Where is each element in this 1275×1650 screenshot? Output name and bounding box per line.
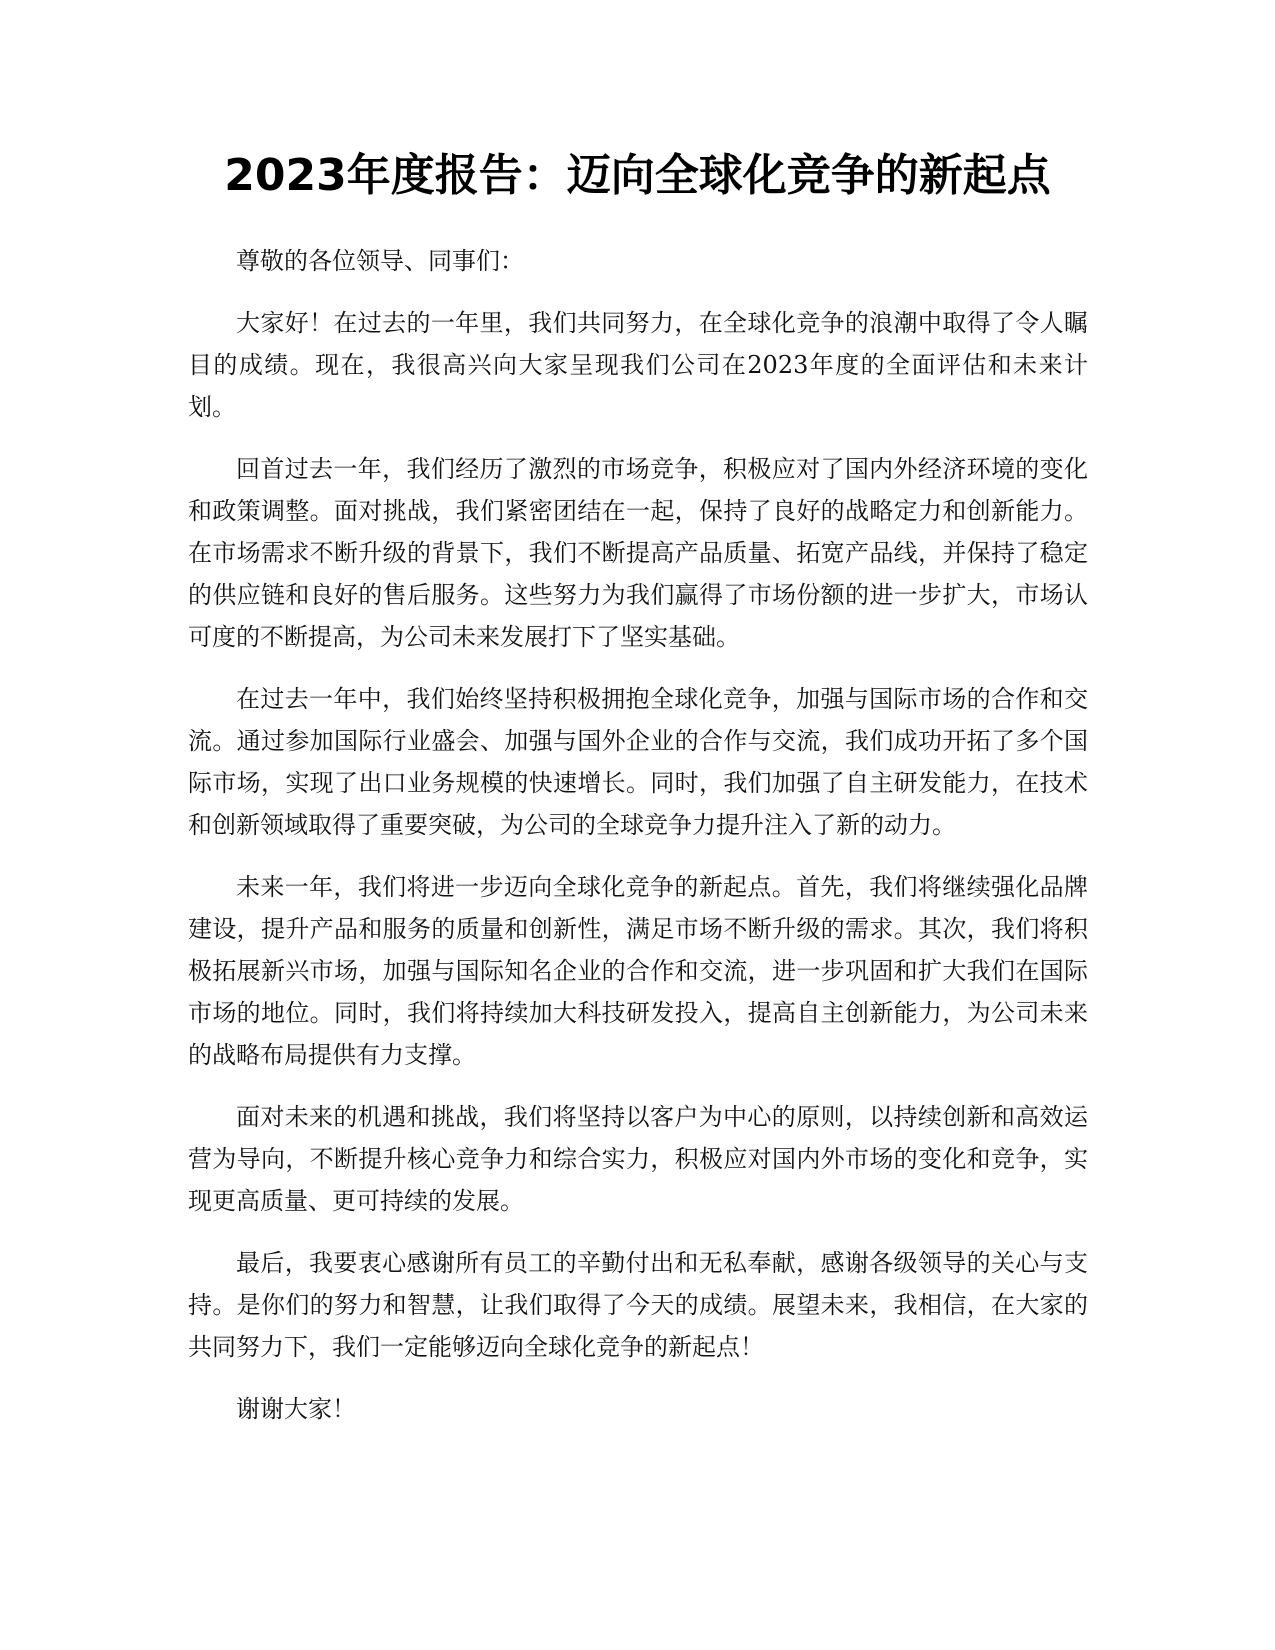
document-title: 2023年度报告：迈向全球化竞争的新起点 [224,150,1051,201]
body-paragraph: 面对未来的机遇和挑战，我们将坚持以客户为中心的原则，以持续创新和高效运营为导向，不断提升核心竞争力和综合实力，积极应对国内外市场的变化和竞争，实现更高质量、更可持续的发展。 [188,1103,1088,1215]
closing-paragraph: 谢谢大家！ [236,1395,356,1423]
body-paragraph: 未来一年，我们将进一步迈向全球化竞争的新起点。首先，我们将继续强化品牌建设，提升产品和服务的质量和创新性，满足市场不断升级的需求。其次，我们将积极拓展新兴市场，加强与国际知名企业的合作和交流，进一步巩固和扩大我们在国际市场的地位。同时，我们将持续加大科技研发投入，提高自主创新能力，为公司未来的战略布局提供有力支撑。 [188,873,1088,1069]
body-paragraph: 最后，我要衷心感谢所有员工的辛勤付出和无私奉献，感谢各级领导的关心与支持。是你们的努力和智慧，让我们取得了今天的成绩。展望未来，我相信，在大家的共同努力下，我们一定能够迈向全球化竞争的新起点！ [188,1249,1088,1361]
body-paragraph: 大家好！在过去的一年里，我们共同努力，在全球化竞争的浪潮中取得了令人瞩目的成绩。现在，我很高兴向大家呈现我们公司在2023年度的全面评估和未来计划。 [188,309,1088,421]
body-paragraph: 在过去一年中，我们始终坚持积极拥抱全球化竞争，加强与国际市场的合作和交流。通过参加国际行业盛会、加强与国外企业的合作与交流，我们成功开拓了多个国际市场，实现了出口业务规模的快速增长。同时，我们加强了自主研发能力，在技术和创新领域取得了重要突破，为公司的全球竞争力提升注入了新的动力。 [188,685,1088,839]
document-body [188,240,1088,1450]
greeting-paragraph: 尊敬的各位领导、同事们： [236,247,524,275]
body-paragraph: 回首过去一年，我们经历了激烈的市场竞争，积极应对了国内外经济环境的变化和政策调整。面对挑战，我们紧密团结在一起，保持了良好的战略定力和创新能力。在市场需求不断升级的背景下，我们不断提高产品质量、拓宽产品线，并保持了稳定的供应链和良好的售后服务。这些努力为我们赢得了市场份额的进一步扩大，市场认可度的不断提高，为公司未来发展打下了坚实基础。 [188,455,1088,651]
